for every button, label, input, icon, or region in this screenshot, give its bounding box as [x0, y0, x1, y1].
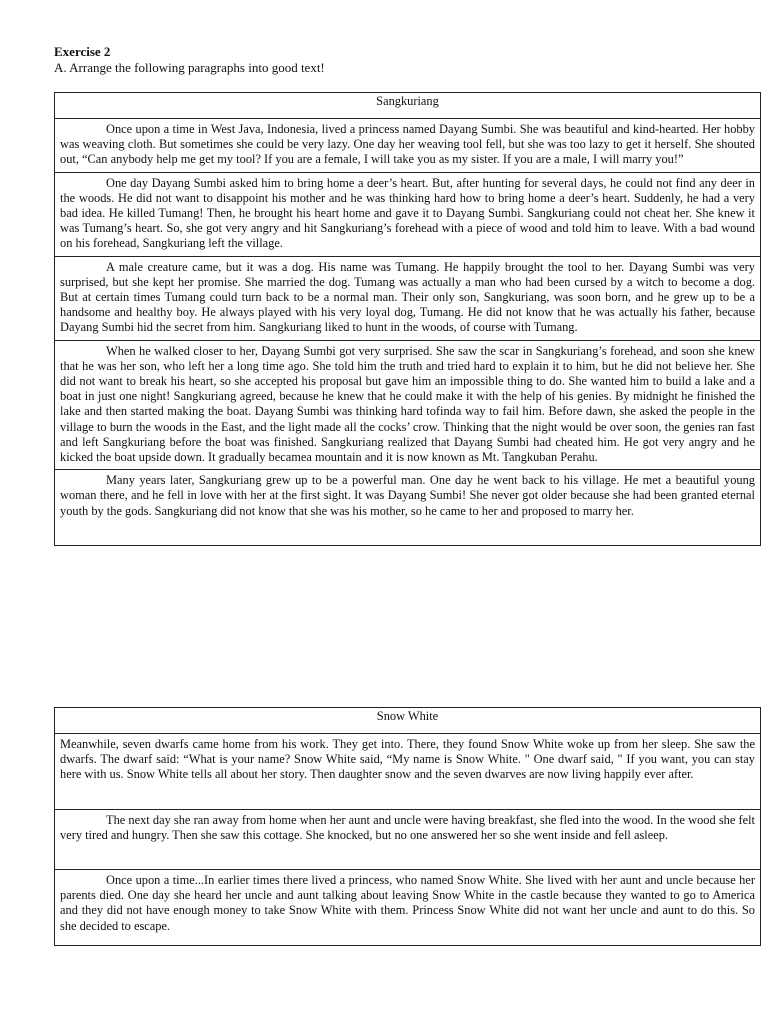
sangkuriang-paragraph-3: A male creature came, but it was a dog. His name was Tumang. He happily brought the tool to her. Dayang Sumbi was very surprised, but she kept her promise. She married the dog. Tumang was actually a man who had been cursed by a witch to become a dog. But at certain times Tumang could turn back to be a normal man. Their only son, Sangkuriang, was soon born, and he grew up to be a handsome and healthy boy. He always played with his very loyal dog, Tumang. He did not know that he was actually his father, because Dayang Sumbi hid the secret from him. Sangkuriang liked to hunt in the woods, of course with Tumang.: [60, 259, 755, 335]
sangkuriang-title: Sangkuriang: [55, 93, 761, 119]
snow-white-paragraph-3: Once upon a time...In earlier times there lived a princess, who named Snow White. She lived with her aunt and uncle because her parents died. One day she heard her uncle and aunt talking about leaving Snow White in the castle because they wanted to go to America and they did not have enough money to take Snow White with them. Princess Snow White did not want her uncle and aunt to do this. So she decided to escape.: [60, 873, 755, 933]
sangkuriang-paragraph-2: One day Dayang Sumbi asked him to bring home a deer’s heart. But, after hunting for several days, he could not find any deer in the woods. He did not want to disappoint his mother and he was thinking hard how to bring home a deer’s heart. Suddenly, he had a very bad idea. He killed Tumang! Then, he brought his heart home and gave it to Dayang Sumbi. Sangkuriang could not cheat her. She knew it was Tumang’s heart. So, she got very angry and hit Sangkuriang’s forehead with a piece of wood and told him to leave. With a bad wound on his forehead, Sangkuriang left the village.: [60, 175, 755, 251]
exercise-title: Exercise 2: [54, 44, 111, 59]
sangkuriang-paragraph-cell: [55, 470, 761, 546]
snow-white-paragraph-2: The next day she ran away from home when her aunt and uncle were having breakfast, she fled into the wood. In the wood she felt very tired and hungry. Then she saw this cottage. She knocked, but no one answered her so she went inside and fell asleep.: [60, 813, 755, 843]
exercise-instruction: A. Arrange the following paragraphs into good text!: [54, 60, 325, 75]
snow-white-table: [54, 707, 761, 946]
sangkuriang-paragraph-cell: [55, 256, 761, 340]
sangkuriang-paragraph-cell: [55, 340, 761, 470]
snow-white-paragraph-1: Meanwhile, seven dwarfs came home from his work. They get into. There, they found Snow White woke up from her sleep. She saw the dwarfs. The dwarf said: “What is your name? Snow White said, “My name is Snow White. " One dwarf said, " If you want, you can stay here with us. Snow White tells all about her story. Then daughter snow and the seven dwarves are now living happily ever after.: [60, 737, 755, 782]
sangkuriang-paragraph-cell: [55, 172, 761, 256]
sangkuriang-paragraph-5: Many years later, Sangkuriang grew up to be a powerful man. One day he went back to his village. He met a beautiful young woman there, and he fell in love with her at the first sight. It was Dayang Sumbi! She never got older because she had been granted eternal youth by the gods. Sangkuriang did not know that she was his mother, so he came to her and proposed to marry her.: [60, 473, 755, 518]
sangkuriang-paragraph-4: When he walked closer to her, Dayang Sumbi got very surprised. She saw the scar in Sangkuriang’s forehead, and soon she knew that he was her son, who left her a long time ago. She told him the truth and tried hard to explain it to him, but he did not believe her. She did not want to break his heart, so she accepted his proposal but gave him an impossible thing to do. She wanted him to build a lake and a boat in just one night! Sangkuriang agreed, because he knew that he could make it with the help of his genies. By midnight he finished the lake and then started making the boat. Dayang Sumbi was thinking hard tofinda way to fail him. Before dawn, she asked the people in the village to burn the woods in the East, and the light made all the cocks’ crow. Thinking that the night would be over soon, the genies ran fast and left Sangkuriang before the boat was finished. Sangkuriang realized that Dayang Sumbi had cheated him. He got very angry and he kicked the boat upside down. It gradually becamea mountain and it is now known as Mt. Tangkuban Perahu.: [60, 343, 755, 465]
snow-white-paragraph-cell: [55, 734, 761, 810]
sangkuriang-table: [54, 92, 761, 546]
snow-white-title: Snow White: [55, 708, 761, 734]
sangkuriang-paragraph-1: Once upon a time in West Java, Indonesia, lived a princess named Dayang Sumbi. She was beautiful and kind-hearted. Her hobby was weaving cloth. But sometimes she could be very lazy. One day her weaving tool fell, but she was too lazy to get it herself. She shouted out, “Can anybody help me get my tool? If you are a female, I will take you as my sister. If you are a male, I will marry you!”: [60, 122, 755, 167]
sangkuriang-paragraph-cell: [55, 119, 761, 173]
snow-white-paragraph-cell: [55, 870, 761, 946]
snow-white-paragraph-cell: [55, 810, 761, 870]
